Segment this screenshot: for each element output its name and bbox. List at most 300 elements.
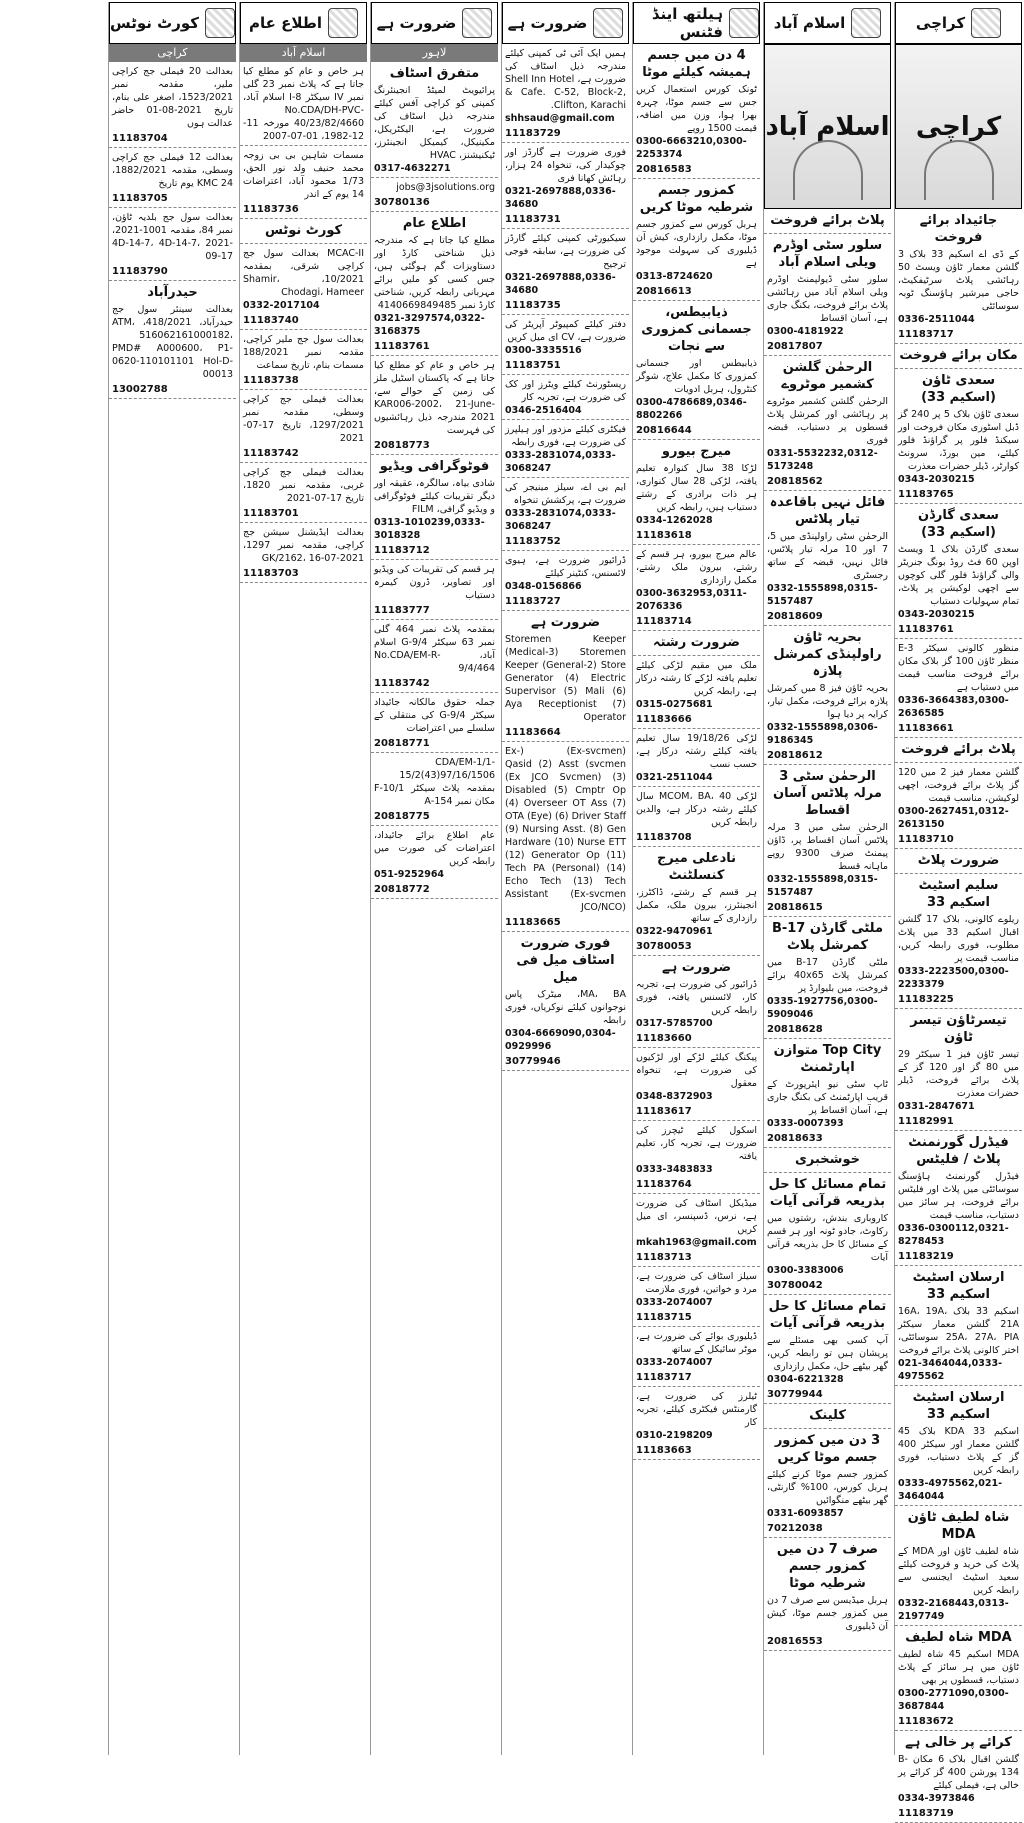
ad-body: ٹاپ سٹی نیو ایئرپورٹ کے قریب اپارٹمنٹ کی بکنگ جاری ہے، آسان اقساط پر	[767, 1079, 888, 1116]
ad-body: ٹیلرز کی ضرورت ہے، گارمنٹس فیکٹری کیلئے، تجربہ کار	[636, 1391, 757, 1428]
classified-ad	[895, 849, 1022, 874]
ad-phone: 0322-9470961	[636, 926, 713, 937]
ad-code: 11183672	[898, 1716, 954, 1727]
ad-body: کمزور جسم موٹا کرنے کیلئے ہربل کورس، 100% گارنٹی، گھر بیٹھے منگوائیں	[767, 1469, 888, 1506]
ad-code: 11183742	[374, 678, 430, 689]
ad-title: 3 دن میں کمزور جسم موٹا کریں	[774, 1433, 881, 1465]
classified-ad	[502, 932, 629, 1071]
ads-list	[633, 44, 760, 1460]
ad-code: 20818609	[767, 611, 823, 622]
ad-code: 11183225	[898, 994, 954, 1005]
ad-title: ذیابیطس، جسمانی کمزوری سے نجات	[641, 305, 752, 354]
classified-ad	[502, 551, 629, 611]
ad-title: کمزور جسم شرطیہ موٹا کریں	[639, 183, 754, 215]
ad-title: پلاٹ برائے فروخت	[770, 213, 885, 228]
column-header	[371, 2, 498, 44]
mosque-icon	[793, 140, 863, 200]
ad-phone: 0313-8724620	[636, 271, 713, 282]
column-notices	[239, 2, 367, 1755]
ad-code: 11183777	[374, 605, 430, 616]
mazar-icon	[971, 8, 1001, 38]
classified-ad	[633, 631, 760, 656]
ad-body: آپ کسی بھی مسئلے سے پریشان ہیں تو رابطہ کریں، گھر بیٹھے حل، مکمل رازداری	[767, 1335, 888, 1372]
ad-code: 11183618	[636, 530, 692, 541]
fitness-icon	[729, 8, 759, 38]
city-banner	[895, 44, 1022, 209]
ad-title: فوری ضرورت اسٹاف میل فی میل	[516, 936, 615, 985]
ad-phone: 051-9252964	[374, 869, 445, 880]
ad-phone: 0333-2223500,0300-2233379	[898, 966, 1009, 990]
ad-title: بحریہ ٹاؤن راولپنڈی کمرشل پلازہ	[773, 630, 882, 679]
classified-ad	[240, 219, 367, 244]
ad-code: 11183719	[898, 1808, 954, 1819]
ad-body: بمقدمہ پلاٹ نمبر 464 گلی نمبر 63 سیکٹر G-9/4 اسلام آباد، No.CDA/EM-R-9/4/464	[374, 624, 496, 674]
ad-body: ہربل کورس سے کمزور جسم موٹا، مکمل رازداری، کیش آن ڈیلیوری کی سہولت موجود ہے	[636, 219, 757, 269]
ad-title: سلور سٹی اوڈرم ویلی اسلام آباد	[772, 238, 883, 270]
ad-body: عالم میرج بیورو، ہر قسم کے رشتے، بیرون ملک رشتے، مکمل رازداری	[636, 549, 757, 586]
ad-title: شاہ لطیف ٹاؤن MDA	[907, 1510, 1010, 1542]
ad-title: الرحمٰن گلشن کشمیر موٹروے	[781, 360, 874, 392]
ad-title: Top City متوازن اپارٹمنٹ	[773, 1043, 882, 1075]
ad-phone: 0336-3664383,0300-2636585	[898, 695, 1009, 719]
ad-body: منظور کالونی سیکٹر E-3 منظر ٹاؤن 100 گز بلاک مکان برائے فروخت مناسب قیمت میں دستیاب ہے	[898, 643, 1019, 693]
classified-ad	[895, 639, 1022, 738]
ad-phone: 0333-0007393	[767, 1118, 844, 1129]
ad-phone: 0321-2511044	[636, 772, 713, 783]
ad-body: میڈیکل اسٹاف کی ضرورت ہے، نرس، ڈسپنسر، ای میل کریں	[636, 1198, 757, 1235]
classified-ad	[895, 1131, 1022, 1266]
ad-code: 11182991	[898, 1116, 954, 1127]
classified-ad	[764, 1148, 891, 1173]
classified-ad	[633, 729, 760, 787]
ad-phone: 0332-1555898,0315-5157487	[767, 874, 878, 898]
ad-phone: 0321-2697888,0336-34680	[505, 272, 616, 296]
ad-code: 11183764	[636, 1179, 692, 1190]
ad-phone: 0300-2771090,0300-3687844	[898, 1688, 1009, 1712]
classified-ad	[502, 229, 629, 315]
classified-ad	[371, 620, 498, 693]
classified-ad	[371, 826, 498, 899]
column-karachi	[894, 2, 1022, 1819]
ad-body: بعدالت سول جج ملیر کراچی، مقدمہ نمبر 188/2021 مسمات بنام، تاریخ سماعت	[243, 334, 364, 371]
ad-title: کرائے پر خالی ہے	[905, 1735, 1012, 1750]
column-header	[109, 2, 236, 44]
ad-body: بعدالت 12 فیملی جج کراچی وسطی، مقدمہ 1882/2021، KMC 24 یوم تاریخ	[112, 152, 233, 189]
ad-phone: 0333-2831074,0333-3068247	[505, 450, 616, 474]
ad-title: تمام مسائل کا حل بذریعہ قرآنی آیات	[768, 1299, 887, 1331]
classified-ad	[633, 1194, 760, 1267]
ad-phone: 0300-2627451,0312-2613150	[898, 806, 1009, 830]
classified-ad	[633, 956, 760, 1048]
classified-ad	[895, 1009, 1022, 1131]
ad-code: 30780053	[636, 941, 692, 952]
ad-code: 20818633	[767, 1133, 823, 1144]
classified-ad	[633, 301, 760, 440]
classified-ad	[240, 390, 367, 463]
ad-body: الرحمٰن سٹی راولپنڈی میں 5، 7 اور 10 مرلہ تیار پلاٹس، فائل نہیں، قبضہ کے ساتھ رجسٹری	[767, 531, 888, 581]
ad-title: MDA شاہ لطیف	[905, 1630, 1012, 1645]
ad-body: شادی بیاہ، سالگرہ، عقیقہ اور دیگر تقریبات کیلئے فوٹوگرافی و ویڈیو گرافی، FILM	[374, 478, 495, 515]
ad-code: 11183731	[505, 214, 561, 225]
classified-ad	[633, 440, 760, 545]
ad-code: 11183666	[636, 714, 692, 725]
ad-code: 11183752	[505, 536, 561, 547]
ad-phone: 0348-8372903	[636, 1091, 713, 1102]
ad-code: 11183713	[636, 1252, 692, 1263]
ad-code: 11183738	[243, 375, 299, 386]
ads-list	[895, 209, 1022, 1823]
classified-ad	[895, 209, 1022, 344]
ad-phone: 0333-2831074,0333-3068247	[505, 508, 616, 532]
ad-body: jobs@3jsolutions.org	[396, 182, 495, 193]
ad-title: تیسرٹاؤن تیسر ٹاؤن	[910, 1013, 1007, 1045]
ad-phone: 0346-2516404	[505, 405, 582, 416]
ad-title: ضرورت ہے	[530, 615, 601, 630]
ad-body: MCAC-II بعدالت سول جج کراچی شرقی، بمقدمہ 10/2021، Shamir، Chodagi، Hameer	[243, 248, 364, 298]
ad-phone: 0304-6669090,0304-0929996	[505, 1028, 616, 1052]
column-jobs-2	[370, 2, 498, 1755]
ad-phone: 0343-2030215	[898, 609, 975, 620]
ad-title: خوشخبری	[795, 1152, 860, 1167]
ad-body: ریلوے کالونی، بلاک 17 گلشن اقبال اسکیم 33 میں پلاٹ مطلوب، فوری رابطہ کریں، مناسب قیمت پر	[898, 914, 1019, 964]
ad-body: ملٹی گارڈن B-17 میں کمرشل پلاٹ 40x65 برائے فروخت، مین بلیوارڈ پر	[767, 957, 888, 994]
ad-title: مکان برائے فروخت	[899, 348, 1018, 363]
ad-body: کے ڈی اے اسکیم 33 بلاک 3 گلشن معمار ٹاؤن ویسٹ 50 رہائشی پلاٹ سرٹیفکیٹ، حاجی میرشیر ہاؤسنگ ٹوبہ سوسائٹی	[898, 249, 1020, 312]
ad-code: 20818773	[374, 440, 430, 451]
ad-body: فیکٹری کیلئے مزدور اور ہیلپرز کی ضرورت ہے، فوری رابطہ	[505, 424, 626, 448]
column-court	[108, 2, 236, 1755]
ad-body: اسکول کیلئے ٹیچرز کی ضرورت ہے، تجربہ کار، تعلیم یافتہ	[636, 1125, 757, 1162]
ad-code: 20818772	[374, 884, 430, 895]
ad-body: ہر خاص و عام کو مطلع کیا جاتا ہے کہ پاکستان اسٹیل ملز کی زمین کے حوالے سے، KAR006-2002، 21-June-2021 مندرجہ ذیل رہائشیوں کی فہرست	[374, 360, 495, 436]
ad-title: ملٹی گارڈن B-17 کمرشل پلاٹ	[771, 921, 884, 953]
ad-title: فوٹوگرافی ویڈیو	[379, 459, 490, 474]
ad-phone: 0336-2511044	[898, 314, 975, 325]
ad-phone: 0304-6221328	[767, 1374, 844, 1385]
classified-ad	[764, 234, 891, 356]
ads-list	[764, 209, 891, 1651]
ad-phone: 0300-4786689,0346-8802266	[636, 397, 747, 421]
ad-body: پیکنگ کیلئے لڑکے اور لڑکیوں کی ضرورت ہے، تنخواہ معقول	[636, 1052, 757, 1089]
classified-ad	[764, 1173, 891, 1295]
ad-code: 20816583	[636, 164, 692, 175]
ad-title: فائل نہیں باقاعدہ تیار پلاٹس	[769, 495, 886, 527]
ad-title: نادعلی میرج کنسلٹنٹ	[656, 851, 737, 883]
dome-icon	[924, 140, 994, 200]
ad-code: 11183765	[898, 489, 954, 500]
ad-body: بعدالت 20 فیملی جج کراچی ملیر، مقدمہ نمبر 1523/2021، اصغر علی بنام، تاریخ 2021-08-01 حاضر عدالت ہوں	[112, 66, 233, 129]
classified-ad	[633, 44, 760, 179]
classified-ad	[371, 62, 498, 178]
ad-code: 20816613	[636, 286, 692, 297]
ad-code: 20818628	[767, 1024, 823, 1035]
ad-phone: 0332-1555898,0315-5157487	[767, 583, 878, 607]
classified-ad	[502, 44, 629, 143]
ad-body: سعدی گارڈن بلاک 1 ویسٹ اوپن 60 فٹ روڈ بونگ جنریٹر والی گراؤنڈ فلور گلی کوچوں سے اچھی لوکیشن پر پلاٹ، تمام سہولیات دستیاب	[898, 544, 1019, 607]
classified-ad	[371, 178, 498, 212]
classified-ad	[764, 626, 891, 765]
ad-phone: 0315-0275681	[636, 699, 713, 710]
ad-phone: 0348-0156866	[505, 581, 582, 592]
classified-ad	[371, 753, 498, 826]
column-header	[895, 2, 1022, 44]
column-title: ضرورت ہے	[507, 14, 588, 32]
classified-ad	[502, 478, 629, 551]
classified-ad	[371, 356, 498, 455]
classified-ad	[240, 62, 367, 146]
city-banner	[764, 44, 891, 209]
banner-title: کراچی	[915, 111, 1002, 142]
classified-ad	[633, 179, 760, 301]
ad-body: بعدالت سول جج بلدیہ ٹاؤن، نمبر 84، مقدمہ 1001-2021، 4D-14-7، 4D-14-7، 2021-09-17	[112, 212, 233, 262]
ad-body: ڈرائیور ضرورت ہے، ہیوی لائسنس، کنٹینر کیلئے	[505, 555, 626, 579]
ad-body: ہر خاص و عام کو مطلع کیا جاتا ہے کہ پلاٹ نمبر 23 گلی نمبر IV سیکٹر I-8 اسلام آباد، No.CDA/DH-PVC-40/23/82/4660 مورخہ 11-12-1982، 01-07-2007	[243, 66, 364, 142]
ad-phone: 0335-1927756,0300-5909046	[767, 996, 878, 1020]
ad-body: بعدالت فیملی جج کراچی غربی، مقدمہ نمبر 1820، تاریخ 17-07-2021	[243, 467, 364, 504]
ad-body: الرحمٰن سٹی میں 3 مرلہ پلاٹس آسان اقساط پر، ڈاؤن پیمنٹ صرف 9300 روپے ماہانہ قسط	[767, 822, 888, 872]
ad-code: 11183701	[243, 508, 299, 519]
ad-code: 11183715	[636, 1312, 692, 1323]
classified-ad	[502, 315, 629, 375]
classified-ad	[764, 917, 891, 1039]
ad-code: 11183761	[374, 341, 430, 352]
ad-title: سعدی گارڈن (اسکیم 33)	[918, 508, 999, 540]
classified-ad	[895, 1731, 1022, 1823]
ad-code: 11183729	[505, 128, 561, 139]
classified-ad	[502, 611, 629, 742]
ad-title: جائیداد برائے فروخت	[919, 213, 998, 245]
ad-body: سعدی ٹاؤن بلاک 5 پر 240 گز ڈبل اسٹوری مکان فروخت اور سیکنڈ فلور پر گراؤنڈ فلور کیلئے، مین بورڈ، سرونٹ کوارٹر، ڈیلر حضرات معذرت	[898, 409, 1019, 472]
ad-code: 11183710	[898, 834, 954, 845]
ad-title: اطلاع عام	[402, 216, 467, 231]
column-title: اطلاع عام	[249, 14, 323, 32]
ad-body: فیڈرل گورنمنٹ ہاؤسنگ سوسائٹی میں پلاٹ اور فلیٹس برائے فروخت، ہر سائز میں دستیاب، مناسب قیمت	[898, 1171, 1019, 1221]
ad-code: 11183740	[243, 315, 299, 326]
ad-body: (Ex-svcmen) (Ex-svcmen) Qasid (2) Asst (Ex JCO Svcmen) (3) Disabled (5) Cmptr Op (4) Overseer OT Ass (7) OTA (Eye) (6) Driver Staff (9) Nursing Asst. (8) Gen Hardware (10) Nurse ETT (12) Generator Op (11) Tech PA (Personal) (14) Echo Tech (13) Tech Assistant (Ex-svcmen JCO/NCO)	[505, 746, 626, 913]
ad-code: 11183703	[243, 568, 299, 579]
ad-code: 11183742	[243, 448, 299, 459]
ad-phone: 0332-1555898,0306-9186345	[767, 722, 878, 746]
classified-ad	[371, 693, 498, 753]
ad-body: ایم بی اے، سیلز مینیجر کی ضرورت ہے، پرکشش تنخواہ	[505, 482, 626, 506]
ads-list	[240, 62, 367, 583]
ad-title: متفرق اسٹاف	[389, 66, 480, 81]
city-strip: لاہور	[371, 44, 498, 62]
ad-title: کورٹ نوٹس	[264, 223, 343, 238]
ad-code: 11183714	[636, 616, 692, 627]
ad-code: 11183736	[243, 204, 299, 215]
classified-ad	[502, 420, 629, 478]
ad-code: 13002788	[112, 384, 168, 395]
classified-ad	[764, 1538, 891, 1651]
classified-ad	[371, 455, 498, 560]
ad-phone: 0331-5532232,0312-5173248	[767, 448, 878, 472]
column-jobs-1	[501, 2, 629, 1755]
ad-code: 11183727	[505, 596, 561, 607]
ad-code: 11183664	[505, 727, 561, 738]
ad-code: 11183660	[636, 1033, 692, 1044]
ad-code: 30780136	[374, 197, 430, 208]
classified-ad	[895, 504, 1022, 639]
ad-code: 11183663	[636, 1445, 692, 1456]
ad-body: Storemen Keeper (Medical-3) Storemen Keeper (General-2) Store Generator (4) Electric Supervisor (5) Mali (6) Aya Receptionist (7) Operator	[505, 634, 626, 723]
ad-code: 11183717	[898, 329, 954, 340]
ad-code: 20818562	[767, 476, 823, 487]
ad-code: 20818615	[767, 902, 823, 913]
classified-ad	[895, 1266, 1022, 1386]
classified-ad	[895, 763, 1022, 849]
classified-ad	[633, 787, 760, 847]
ad-title: ارسلان اسٹیٹ اسکیم 33	[912, 1390, 1005, 1422]
classified-ad	[764, 1295, 891, 1404]
job-icon	[593, 8, 623, 38]
column-title: ضرورت ہے	[376, 14, 457, 32]
ad-body: ریسٹورنٹ کیلئے ویٹرز اور کک کی ضرورت ہے، تجربہ کار	[505, 379, 626, 403]
classified-ad	[633, 1121, 760, 1194]
classified-ad	[895, 738, 1022, 763]
ad-code: 11183705	[112, 193, 168, 204]
ad-title: میرج بیورو	[661, 444, 732, 459]
ad-code: 20818775	[374, 811, 430, 822]
column-islamabad	[763, 2, 891, 1755]
ad-phone: 0333-2074007	[636, 1297, 713, 1308]
ad-phone: 0332-2168443,0313-2197749	[898, 1598, 1009, 1622]
ad-body: ڈیلیوری بوائے کی ضرورت ہے، موٹر سائیکل کے ساتھ	[636, 1331, 757, 1355]
classified-ad	[895, 874, 1022, 1009]
column-title: اسلام آباد	[773, 14, 846, 32]
ad-phone: 0300-3383006	[767, 1265, 844, 1276]
column-health	[632, 2, 760, 1755]
ad-phone: 0331-2847671	[898, 1101, 975, 1112]
classified-ad	[502, 143, 629, 229]
ad-title: ارسلان اسٹیٹ اسکیم 33	[912, 1270, 1005, 1302]
classified-ad	[240, 523, 367, 583]
ad-code: 11183717	[636, 1372, 692, 1383]
ad-body: سلور سٹی ڈیولپمنٹ اوڈرم ویلی اسلام آباد میں رہائشی پلاٹ برائے فروخت، بکنگ جاری ہے، آسان اقساط	[767, 274, 888, 324]
classified-ad	[764, 491, 891, 626]
ad-code: 30779944	[767, 1389, 823, 1400]
ad-phone: 0300-6663210,0300-2253374	[636, 136, 747, 160]
ad-body: لڑکی 19/18/26 سال تعلیم یافتہ کیلئے رشتہ درکار ہے، حسب نسب	[636, 733, 757, 770]
ad-body: ملک میں مقیم لڑکی کیلئے تعلیم یافتہ لڑکے کا رشتہ درکار ہے، رابطہ کریں	[636, 660, 757, 697]
classified-ad	[764, 765, 891, 917]
classified-ad	[764, 1404, 891, 1429]
ad-body: ہربل میڈیسن سے صرف 7 دن میں کمزور جسم موٹا، کیش آن ڈیلیوری	[767, 1595, 888, 1632]
ad-body: ہر قسم کی تقریبات کی ویڈیو اور تصاویر، ڈرون کیمرہ دستیاب	[374, 564, 495, 601]
ad-code: 20816553	[767, 1636, 823, 1647]
ad-body: گلشن معمار فیز 2 میں 120 گز پلاٹ برائے فروخت، اچھی لوکیشن، مناسب قیمت	[898, 767, 1019, 804]
ad-body: الرحمٰن گلشن کشمیر موٹروے پر رہائشی اور کمرشل پلاٹ قسطوں پر دستیاب، قبضہ فوری	[767, 396, 888, 446]
ad-code: 30779946	[505, 1056, 561, 1067]
ad-body: گلشن اقبال بلاک 6 مکان B-134 پورشن 400 گز کرائے پر خالی ہے، فیملی کیلئے	[898, 1754, 1019, 1791]
classified-ad	[633, 1327, 760, 1387]
ad-phone: 0334-1262028	[636, 515, 713, 526]
ad-phone: 0336-0300112,0321-8278453	[898, 1223, 1009, 1247]
classified-ad	[240, 463, 367, 523]
classified-ad	[109, 62, 236, 148]
ad-title: حیدرآباد	[147, 285, 198, 300]
ad-phone: 0333-4975562,021-3464044	[898, 1478, 1003, 1502]
classified-ad	[502, 375, 629, 420]
classified-ad	[109, 208, 236, 281]
classified-ad	[371, 560, 498, 620]
city-strip: اسلام آباد	[240, 44, 367, 62]
classified-ad	[633, 1048, 760, 1121]
ad-code: 11183219	[898, 1251, 954, 1262]
ad-phone: 0300-3335516	[505, 345, 582, 356]
ad-title: تمام مسائل کا حل بذریعہ قرآنی آیات	[768, 1177, 887, 1209]
ad-body: شاہ لطیف ٹاؤن اور MDA کے پلاٹ کی خرید و فروخت کیلئے سعید اسٹیٹ ایجنسی سے رابطہ کریں	[898, 1546, 1019, 1596]
megaphone-icon	[328, 8, 358, 38]
ad-title: ضرورت پلاٹ	[917, 853, 1000, 868]
classified-ad	[895, 344, 1022, 369]
column-title: کراچی	[915, 14, 966, 32]
ad-phone: 0334-3973846	[898, 1793, 975, 1804]
ad-phone: 0321-2697888,0336-34680	[505, 186, 616, 210]
ad-body: دفتر کیلئے کمپیوٹر آپریٹر کی ضرورت ہے، CV ای میل کریں	[505, 319, 626, 343]
ad-body: سیکیورٹی کمپنی کیلئے گارڈز کی ضرورت ہے، سابقہ فوجی ترجیح	[505, 233, 626, 270]
ad-code: 20816644	[636, 425, 692, 436]
ad-title: سلیم اسٹیٹ اسکیم 33	[918, 878, 999, 910]
ad-body: اسکیم 33 بلاک 16A، 19A، 21A گلشن معمار سیکٹر 25A، 27A، PIA سوسائٹی، اختر کالونی پلاٹ برائے فروخت	[898, 1306, 1019, 1356]
ad-body: سیلز اسٹاف کی ضرورت ہے، مرد و خواتین، فوری ملازمت	[636, 1271, 757, 1295]
job-icon	[462, 8, 492, 38]
ad-code: 11183751	[505, 360, 561, 371]
classified-ad	[633, 1387, 760, 1460]
ad-phone: 0333-3483833	[636, 1164, 713, 1175]
ads-list	[371, 62, 498, 899]
column-title: ہیلتھ اینڈ فٹنس	[651, 5, 723, 41]
ad-body: فوری ضرورت ہے گارڈز اور چوکیدار کی، تنخواہ 24 ہزار، رہائش کھانا فری	[505, 147, 626, 184]
ad-body: ڈرائیور کی ضرورت ہے، تجربہ کار، لائسنس یافتہ، فوری رابطہ کریں	[636, 979, 757, 1016]
court-icon	[205, 8, 235, 38]
ad-body: MA، BA، میٹرک پاس نوجوانوں کیلئے نوکریاں، فوری رابطہ	[505, 989, 626, 1026]
ad-body: پرائیویٹ لمیٹڈ انجینئرنگ کمپنی کو کراچی آفس کیلئے مندرجہ ذیل اسٹاف کی ضرورت ہے، الیکٹریکل، مکینیکل، کیمیکل انجینئرز، ٹیکنیشنز، HVAC	[374, 85, 495, 161]
ads-list	[502, 44, 629, 1071]
ad-title: فیڈرل گورنمنٹ پلاٹ / فلیٹس	[908, 1135, 1009, 1167]
classified-ad	[633, 545, 760, 631]
ad-phone: 0310-2198209	[636, 1430, 713, 1441]
ad-code: 11183617	[636, 1106, 692, 1117]
column-header	[502, 2, 629, 44]
ad-title: 4 دن میں جسم ہمیشہ کیلئے موٹا	[642, 48, 751, 80]
ad-phone: 0317-5785700	[636, 1018, 713, 1029]
ad-phone: 0300-3632953,0311-2076336	[636, 588, 747, 612]
ad-body: مطلع کیا جاتا ہے کہ مندرجہ ذیل شناختی کارڈ اور دستاویزات گم ہوگئی ہیں، جس کسی کو ملیں برائے مہربانی رابطہ کریں، شناختی کارڈ نمبر 4140669849485	[374, 235, 495, 311]
ad-code: 30780042	[767, 1280, 823, 1291]
ad-body: ہمیں ایک آئی ٹی کمپنی کیلئے مندرجہ ذیل اسٹاف کی ضرورت ہے، Shell Inn Hotel & Cafe. C-52, Block-2, Clifton, Karachi.	[505, 48, 626, 111]
ad-phone: 0313-1010239,0333-3018328	[374, 517, 485, 541]
ad-code: 11183712	[374, 545, 430, 556]
classified-ad	[764, 356, 891, 491]
ad-phone: 0317-4632271	[374, 163, 451, 174]
ad-body: مسمات شاہین بی بی زوجہ محمد حنیف ولد نور الحق، 1/73 محمود آباد، اعتراضات 14 یوم کے اندر	[243, 150, 364, 200]
ad-body: جملہ حقوق مالکانہ جائیداد سیکٹر G-9/4 کی منتقلی کے سلسلے میں اعتراضات	[374, 697, 496, 734]
ad-code: 11183790	[112, 266, 168, 277]
ad-code: 11183704	[112, 133, 168, 144]
ad-phone: mkah1963@gmail.com	[636, 1237, 757, 1248]
ad-code: 11183708	[636, 832, 692, 843]
column-title: کورٹ نوٹس	[110, 14, 199, 32]
ads-list	[109, 62, 236, 399]
ad-body: MDA اسکیم 45 شاہ لطیف ٹاؤن میں ہر سائز کے پلاٹ دستیاب، قسطوں پر بھی	[898, 1649, 1019, 1686]
ad-title: صرف 7 دن میں کمزور جسم شرطیہ موٹا	[776, 1542, 879, 1591]
ad-title: ضرورت رشتہ	[653, 635, 740, 650]
ad-code: 20818771	[374, 738, 430, 749]
banner-title: اسلام آباد	[765, 111, 890, 142]
faisal-mosque-icon	[851, 8, 881, 38]
ad-phone: 0333-2074007	[636, 1357, 713, 1368]
